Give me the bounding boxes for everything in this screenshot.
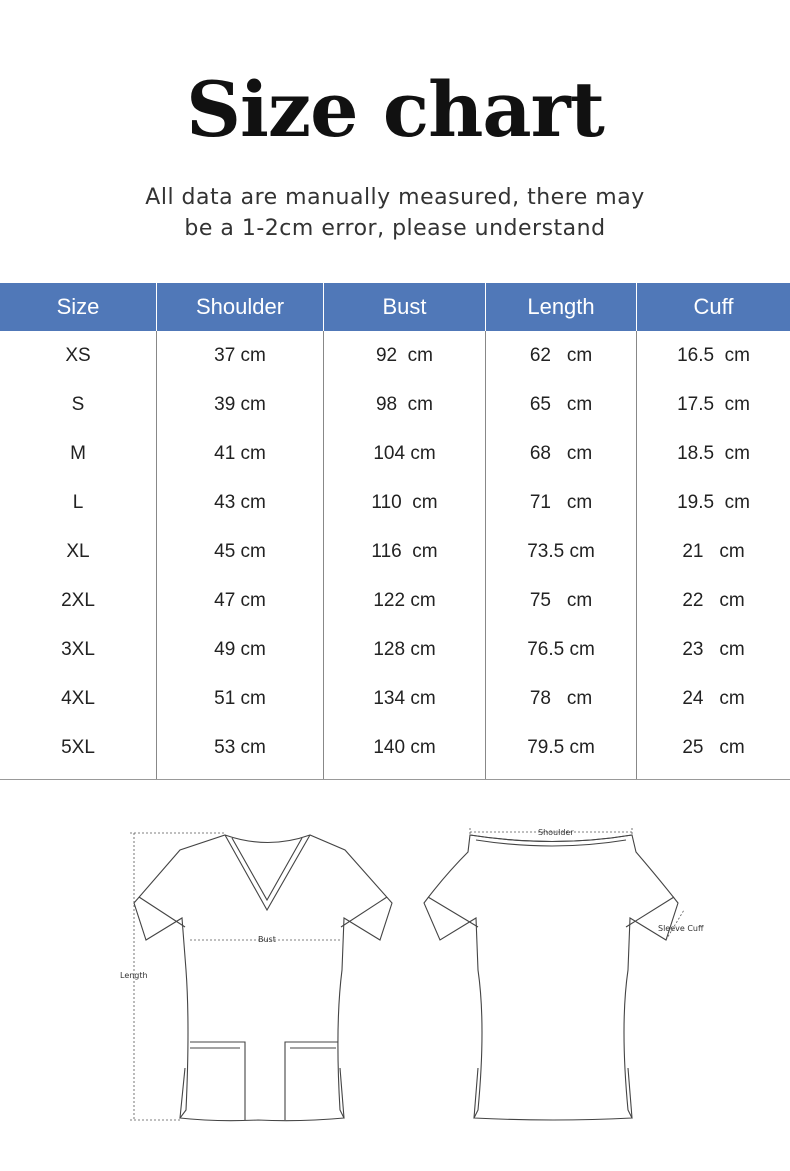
header-bust: Bust <box>324 283 486 331</box>
table-cell: 128 cm <box>373 638 436 660</box>
table-cell: XS <box>65 344 91 366</box>
table-cell: 22 cm <box>682 589 745 611</box>
header-length: Length <box>486 283 637 331</box>
garment-diagram <box>0 800 790 1140</box>
table-cell: 75 cm <box>529 589 593 611</box>
table-cell: 73.5 cm <box>527 540 595 562</box>
table-cell: 47 cm <box>214 589 266 611</box>
table-cell: 21 cm <box>682 540 745 562</box>
table-cell: 68 cm <box>529 442 593 464</box>
back-scrub-top-outline <box>424 835 678 1120</box>
table-cell: 25 cm <box>682 736 745 758</box>
header-size: Size <box>0 283 157 331</box>
table-cell: 23 cm <box>682 638 745 660</box>
measurement-note-line-1: All data are manually measured, there may <box>145 185 645 210</box>
sleeve-cuff-label: Sleeve Cuff <box>658 924 704 933</box>
front-scrub-top-outline <box>134 835 392 1121</box>
size-table-body <box>0 331 790 780</box>
table-cell: 76.5 cm <box>527 638 595 660</box>
table-cell: 18.5 cm <box>677 442 750 464</box>
shoulder-column <box>157 331 324 779</box>
table-cell: 104 cm <box>373 442 436 464</box>
table-cell: 53 cm <box>214 736 266 758</box>
table-cell: 41 cm <box>214 442 266 464</box>
table-cell: 24 cm <box>682 687 745 709</box>
length-column <box>486 331 637 779</box>
measurement-note <box>0 182 790 244</box>
table-cell: 49 cm <box>214 638 266 660</box>
table-cell: 98 cm <box>375 393 434 415</box>
table-cell: M <box>70 442 86 464</box>
table-cell: 78 cm <box>529 687 593 709</box>
measurement-note-line-2: be a 1-2cm error, please understand <box>184 216 606 241</box>
table-cell: 134 cm <box>373 687 436 709</box>
table-cell: XL <box>66 540 90 562</box>
table-cell: 39 cm <box>214 393 266 415</box>
size-table-header <box>0 283 790 331</box>
table-cell: 37 cm <box>214 344 266 366</box>
table-cell: 19.5 cm <box>677 491 750 513</box>
table-cell: 122 cm <box>373 589 436 611</box>
table-cell: 71 cm <box>529 491 593 513</box>
table-cell: 16.5 cm <box>677 344 750 366</box>
bust-label: Bust <box>258 935 276 944</box>
table-cell: 43 cm <box>214 491 266 513</box>
table-cell: 140 cm <box>373 736 436 758</box>
table-cell: L <box>72 491 84 513</box>
page-title: Size chart <box>186 65 604 154</box>
table-cell: 5XL <box>61 736 95 758</box>
size-column <box>0 331 157 779</box>
table-cell: 110 cm <box>371 491 438 513</box>
table-cell: 92 cm <box>375 344 434 366</box>
shoulder-label: Shoulder <box>538 828 574 837</box>
table-cell: 65 cm <box>529 393 593 415</box>
table-cell: 51 cm <box>214 687 266 709</box>
bust-column <box>324 331 486 779</box>
header-shoulder: Shoulder <box>157 283 324 331</box>
table-cell: 116 cm <box>371 540 438 562</box>
size-table <box>0 283 790 780</box>
table-cell: 2XL <box>61 589 95 611</box>
table-cell: 62 cm <box>529 344 593 366</box>
header-cuff: Cuff <box>693 294 734 319</box>
table-cell: 3XL <box>61 638 95 660</box>
table-cell: S <box>71 393 85 415</box>
length-label: Length <box>120 971 148 980</box>
table-cell: 79.5 cm <box>527 736 595 758</box>
table-cell: 17.5 cm <box>677 393 750 415</box>
table-cell: 4XL <box>61 687 95 709</box>
cuff-column <box>637 331 790 779</box>
table-cell: 45 cm <box>214 540 266 562</box>
